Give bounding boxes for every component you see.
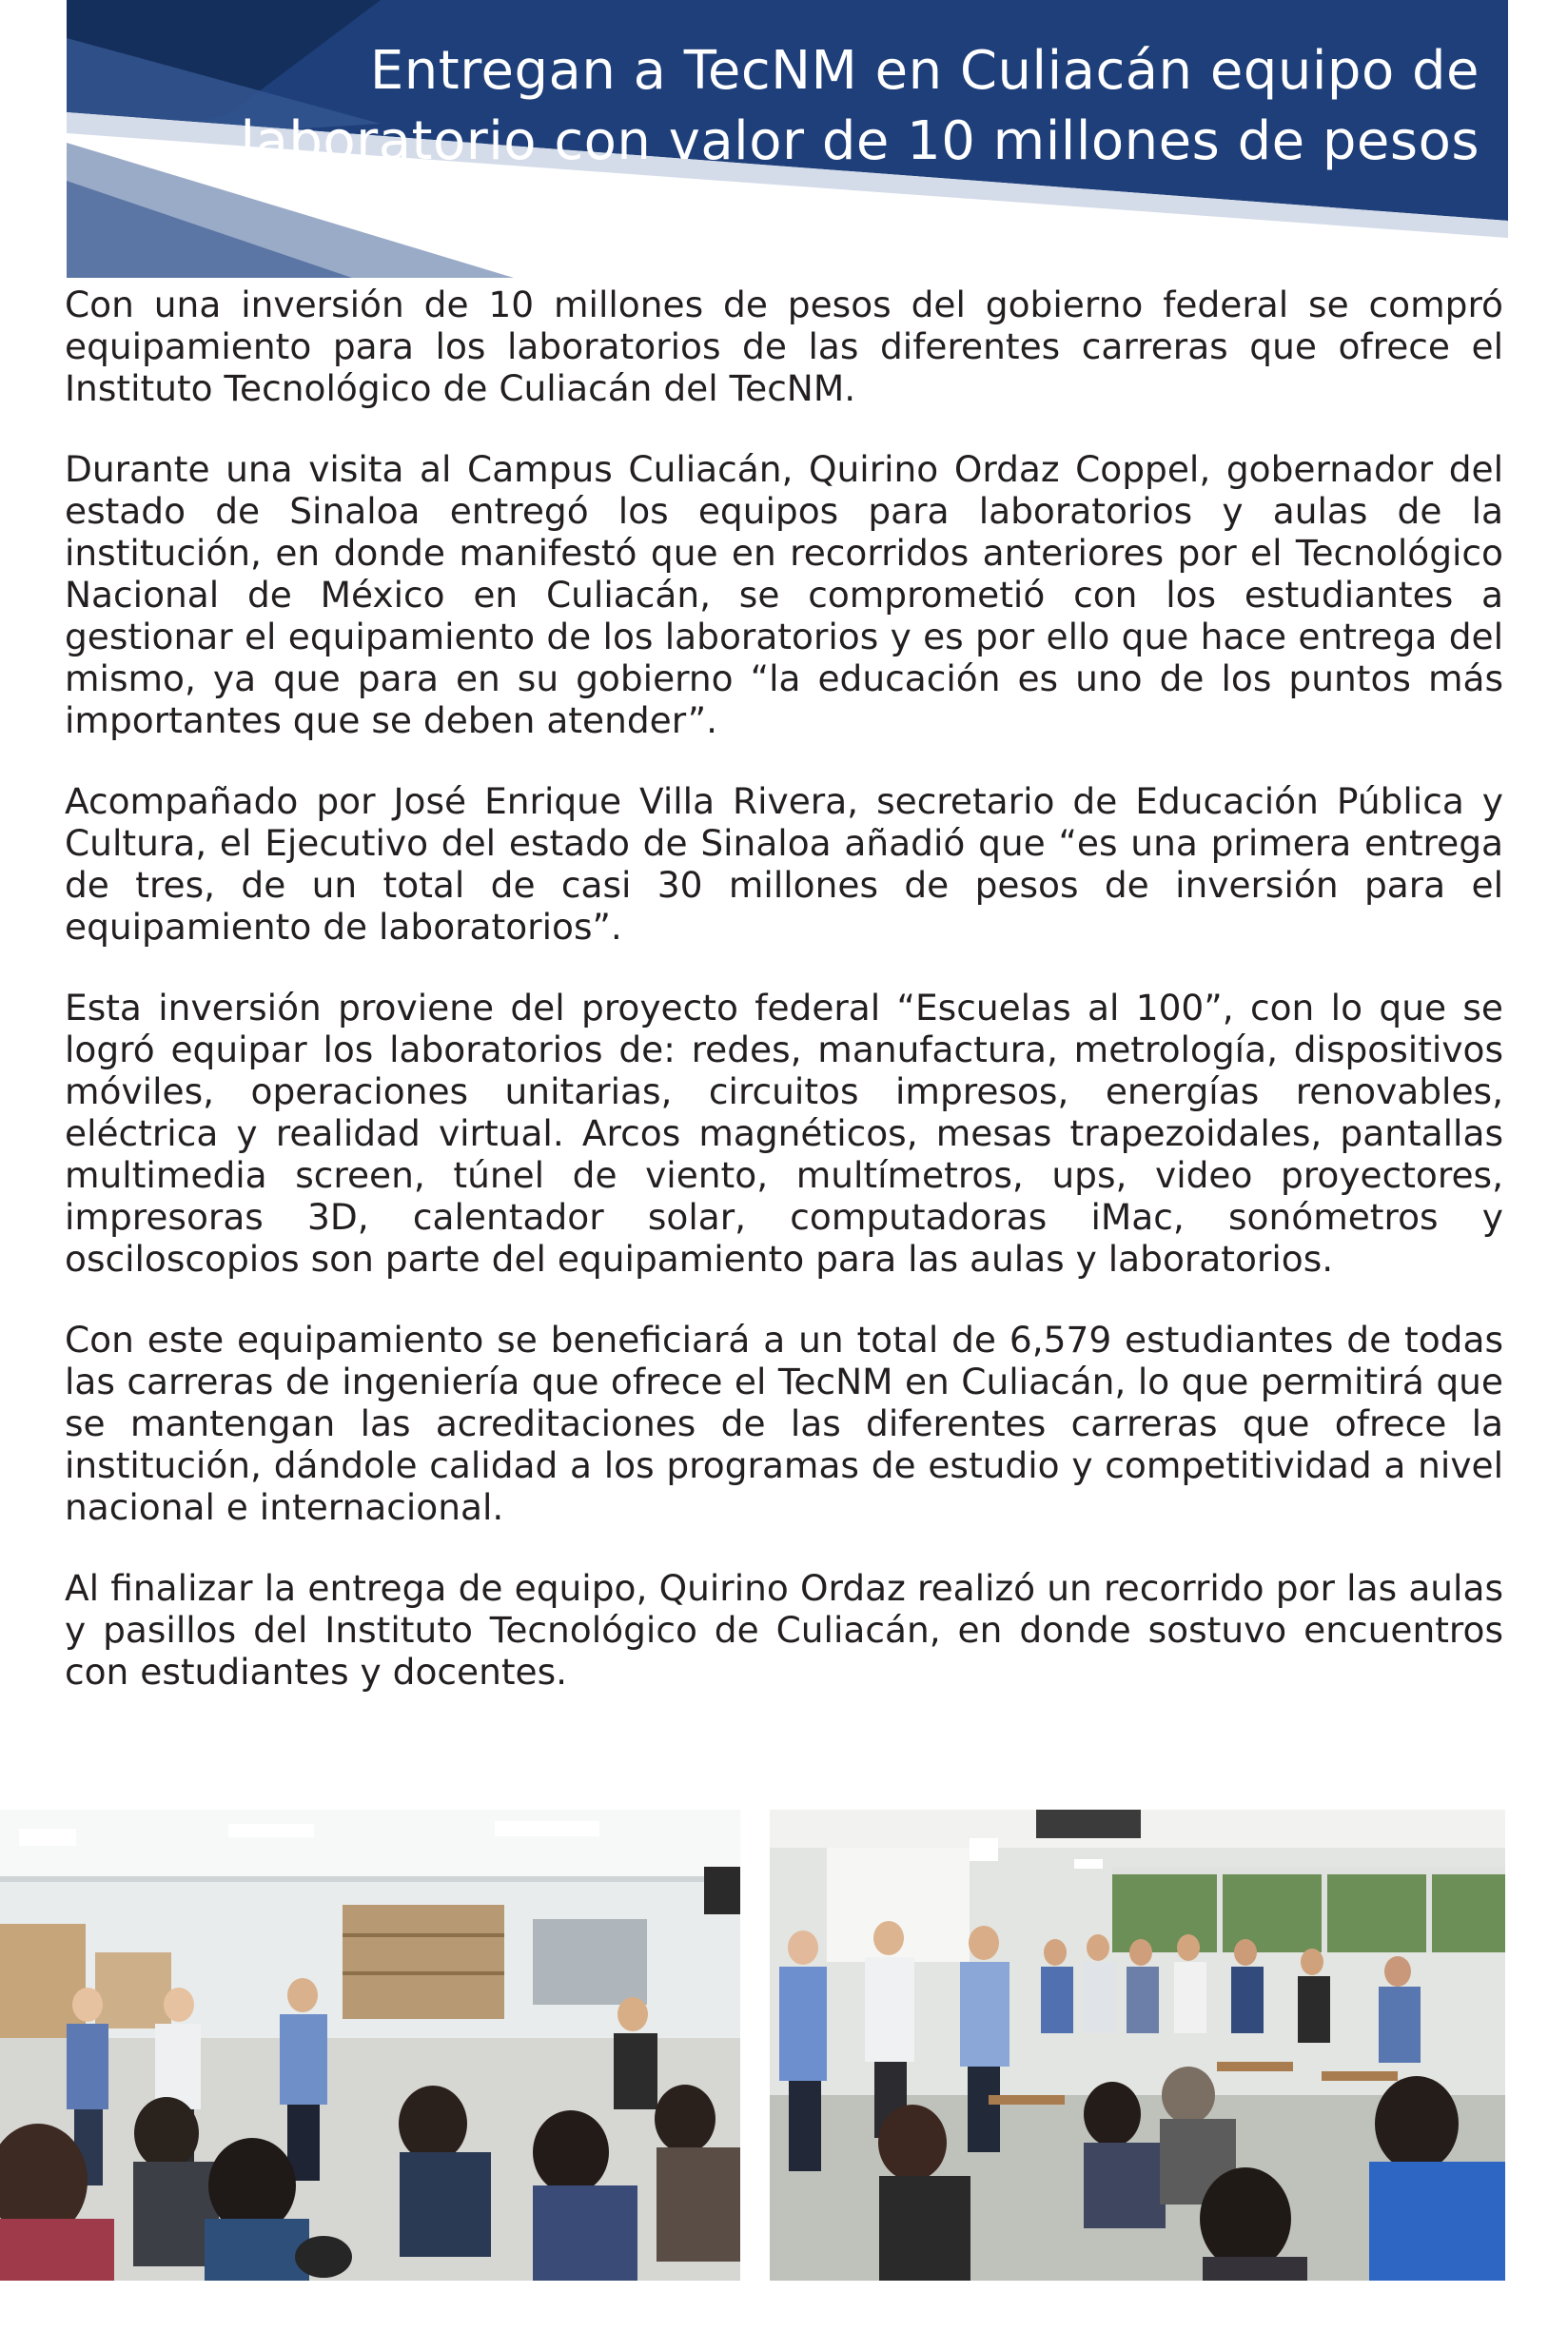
title-line-1: Entregan a TecNM en Culiacán equipo de	[369, 40, 1480, 102]
paragraph-secretary: Acompañado por José Enrique Villa Rivera, secretario de Educación Pública y Cultura, el Ejecutivo del estado de Sinaloa añadió que “es una primera entrega de tres, de un total de casi 30 millones de pesos de inversión para el equipamiento de laboratorios”.	[65, 780, 1503, 948]
article-title	[147, 36, 1480, 177]
event-photo-right	[770, 1810, 1505, 2281]
paragraph-visit: Durante una visita al Campus Culiacán, Quirino Ordaz Coppel, gobernador del estado de Sinaloa entregó los equipos para laboratorios y aulas de la institución, en donde manifestó que en recorridos anteriores por el Tecnológico Nacional de México en Culiacán, se comprometió con los estudiantes a gestionar el equipamiento de los laboratorios y es por ello que hace entrega del mismo, ya que para en su gobierno “la educación es uno de los puntos más importantes que se deben atender”.	[65, 448, 1503, 741]
header-banner	[67, 0, 1508, 279]
paragraph-tour: Al finalizar la entrega de equipo, Quirino Ordaz realizó un recorrido por las aulas y pasillos del Instituto Tecnológico de Culiacán, en donde sostuvo encuentros con estudiantes y docentes.	[65, 1567, 1503, 1693]
event-photo-left	[0, 1810, 740, 2281]
paragraph-students: Con este equipamiento se beneficiará a un total de 6,579 estudiantes de todas las carreras de ingeniería que ofrece el TecNM en Culiacán, lo que permitirá que se mantengan las acreditaciones de las diferentes carreras que ofrece la institución, dándole calidad a los programas de estudio y competitividad a nivel nacional e internacional.	[65, 1319, 1503, 1528]
paragraph-intro: Con una inversión de 10 millones de pesos del gobierno federal se compró equipamiento para los laboratorios de las diferentes carreras que ofrece el Instituto Tecnológico de Culiacán del TecNM.	[65, 284, 1503, 409]
title-line-2: laboratorio con valor de 10 millones de pesos	[240, 110, 1480, 172]
paragraph-investment: Esta inversión proviene del proyecto federal “Escuelas al 100”, con lo que se logró equipar los laboratorios de: redes, manufactura, metrología, dispositivos móviles, operaciones unitarias, circuitos impresos, energías renovables, eléctrica y realidad virtual. Arcos magnéticos, mesas trapezoidales, pantallas multimedia screen, túnel de viento, multímetros, ups, video proyectores, impresoras 3D, calentador solar, computadoras iMac, sonómetros y osciloscopios son parte del equipamiento para las aulas y laboratorios.	[65, 987, 1503, 1280]
article-body	[65, 284, 1503, 1732]
